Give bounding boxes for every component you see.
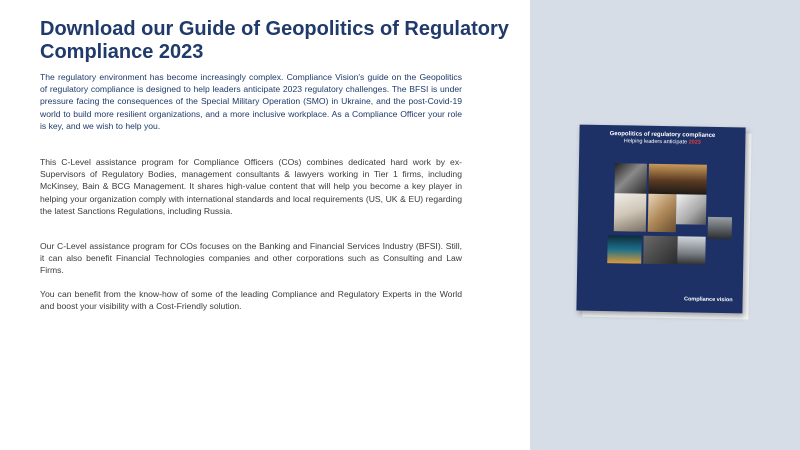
guide-cover-image[interactable] (576, 125, 745, 314)
body-paragraph-3: You can benefit from the know-how of some of the leading Compliance and Regulatory Experts in the World and boost your visibility with a Cost-Friendly solution. (40, 289, 462, 312)
cover-photo-portrait (614, 163, 647, 194)
body-paragraph-2: Our C-Level assistance program for COs focuses on the Banking and Financial Services Industry (BFSI). Still, it can also benefit Financial Technologies companies and other corporations such as Consulting and Law Firms. (40, 241, 462, 276)
cover-photo-coins (648, 194, 677, 232)
cover-photo-oil-pumps (648, 164, 707, 195)
cover-subtitle (585, 138, 739, 148)
cover-photo-kremlin (677, 236, 705, 264)
cover-year: 2023 (688, 139, 701, 146)
lead-paragraph: The regulatory environment has become increasingly complex. Compliance Vision's guide on the Geopolitics of regulatory compliance is designed to help leaders anticipate 2023 regulatory challenges. The BFSI is under pressure facing the consequences of the Special Military Operation (SMO) in Ukraine, and the post-Covid-19 world to build more resilient organizations, and a more inclusive workplace. As a Compliance Officer your role is key, and we wish to help you. (40, 72, 462, 131)
page-title: Download our Guide of Geopolitics of Regulatory Compliance 2023 (40, 18, 509, 63)
cover-photo-city (607, 235, 641, 264)
cover-title: Geopolitics of regulatory compliance (609, 131, 716, 139)
cover-brand-logo: Compliance vision (683, 296, 733, 304)
cover-photo-suit (708, 217, 732, 239)
cover-photo-handshake (676, 194, 707, 225)
cover-photo-meeting (643, 236, 677, 265)
cover-subtitle-text: Helping leaders anticipate (623, 138, 688, 146)
body-paragraph-1: This C-Level assistance program for Compliance Officers (COs) combines dedicated hard work by ex-Supervisors of Regulatory Bodies, management consultants & lawyers working in Tier 1 firms, including McKinsey, Bain & BCG Management. It shares high-value content that will help you become a key player in helping your organization comply with international standards and local requirements (US, UK & EU) regarding the latest Sanctions Regulations, including Russia. (40, 157, 462, 216)
cover-photo-chess (614, 193, 647, 232)
